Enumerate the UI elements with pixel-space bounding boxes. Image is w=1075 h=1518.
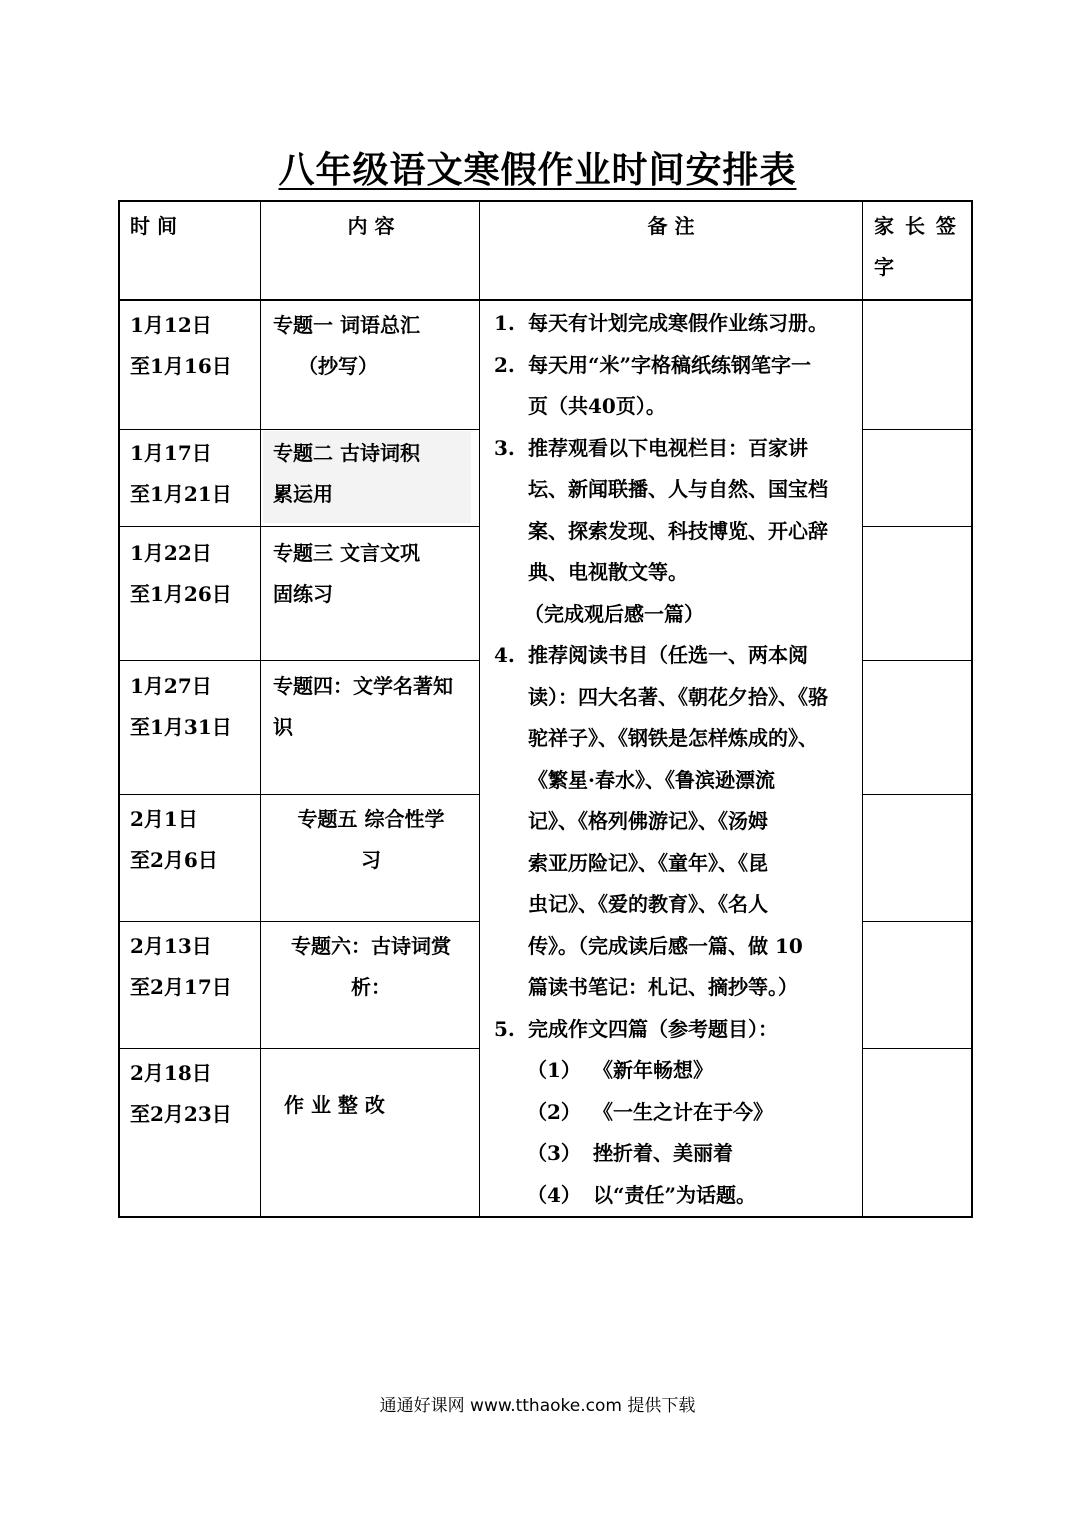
page-title: 八年级语文寒假作业时间安排表 <box>278 150 797 191</box>
header-notes: 备 注 <box>647 214 695 238</box>
note-item: 4. 推荐阅读书目（任选一、两本阅 读）：四大名著、《朝花夕拾》、《骆 驼祥子》、《钢铁是怎样炼成的》、 《繁星·春水》、《鲁滨逊漂流 记》、《格列佛游记》、《汤姆 索亚历险记》、《童年》、《昆 虫记》、《爱的教育》、《名人 传》。（完成读后感一篇、做 10 篇读书笔记：札记、摘抄等。） <box>494 643 828 999</box>
row-date: 1月22日 至1月26日 <box>130 541 232 606</box>
row-date: 2月1日 至2月6日 <box>130 807 218 872</box>
schedule-table <box>118 200 973 1218</box>
row-date: 2月18日 至2月23日 <box>130 1061 232 1126</box>
row-date: 1月12日 至1月16日 <box>130 313 232 378</box>
essay-topic: （1） 《新年畅想》 <box>527 1058 713 1082</box>
note-item: 3. 推荐观看以下电视栏目：百家讲 坛、新闻联播、人与自然、国宝档 案、探索发现、科技博览、开心辞 典、电视散文等。 <box>494 435 828 584</box>
header-signature: 家 长 签 字 <box>874 214 958 279</box>
note-line: （完成观后感一篇） <box>524 601 704 626</box>
row-content: 专题五 综合性学 习 <box>297 807 445 872</box>
row-date: 2月13日 至2月17日 <box>130 934 232 999</box>
row-date: 1月17日 至1月21日 <box>130 441 232 506</box>
essay-topic: （4） 以“责任”为话题。 <box>527 1182 757 1207</box>
note-item: 5. 完成作文四篇（参考题目）： <box>494 1016 778 1041</box>
note-item: 1. 每天有计划完成寒假作业练习册。 <box>494 311 828 335</box>
footer: 通通好课网 www.tthaoke.com 提供下载 <box>379 1396 696 1416</box>
essay-topic: （2） 《一生之计在于今》 <box>527 1099 773 1124</box>
note-item: 2. 每天用“米”字格稿纸练钢笔字一 页（共40页）。 <box>494 352 812 418</box>
row-content: 专题二 古诗词积 累运用 <box>273 441 420 506</box>
header-time: 时 间 <box>130 214 177 238</box>
row-content: 专题一 词语总汇 （抄写） <box>273 313 420 378</box>
notes-block <box>481 303 856 1216</box>
row-content: 作 业 整 改 <box>284 1093 385 1117</box>
row-date: 1月27日 至1月31日 <box>130 674 232 739</box>
header-content: 内 容 <box>347 214 395 238</box>
essay-topic: （3） 挫折着、美丽着 <box>527 1141 733 1165</box>
row-content: 专题四：文学名著知 识 <box>273 674 453 739</box>
row-content: 专题三 文言文巩 固练习 <box>273 541 420 606</box>
row-content: 专题六：古诗词赏 析： <box>291 934 451 999</box>
